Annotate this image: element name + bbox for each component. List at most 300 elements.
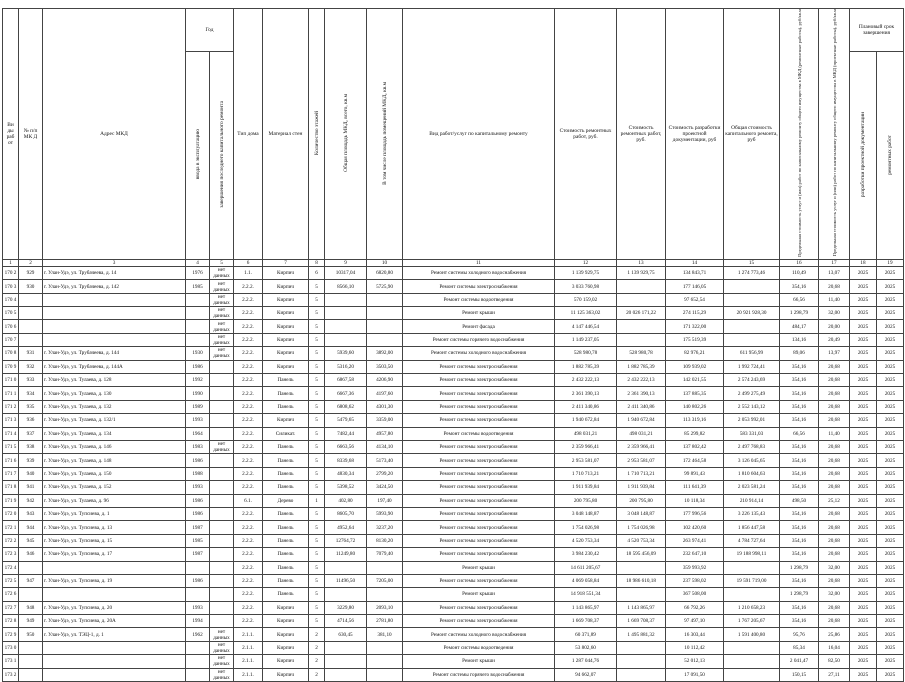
cell-cost-design: 52 012,13 (666, 655, 724, 668)
cell-term-design: 2025 (850, 668, 877, 681)
cell-year-last: нет данных (210, 441, 234, 454)
cell-house-type: 2.2.2. (234, 293, 263, 306)
cell-work-type: Ремонт системы водоотведения (403, 641, 555, 654)
cell-wall-material: Панель (263, 467, 309, 480)
cell-cost-repair-total: 2 411 340,86 (617, 400, 666, 413)
cell-floors: 5 (309, 320, 325, 333)
header-works: Вид работ/услуг по капитальному ремонту (403, 9, 555, 260)
cell-cost-repair-total (617, 561, 666, 574)
cell-area-living: 197,40 (367, 494, 403, 507)
cell-cost-repair-total: 498 031,21 (617, 427, 666, 440)
cell-limit-design: 20,68 (819, 521, 850, 534)
cell-area-total: 4952,64 (325, 521, 367, 534)
cell-cost-total: 1 992 724,41 (724, 360, 780, 373)
table-row (3, 387, 904, 400)
cell-vid: 172 9 (3, 628, 19, 641)
column-number: 8 (309, 259, 325, 266)
cell-area-total: 5479,65 (325, 414, 367, 427)
cell-year-last (210, 615, 234, 628)
cell-cost-repair: 1 754 026,98 (555, 521, 617, 534)
cell-limit-design: 27,11 (819, 668, 850, 681)
cell-vid: 171 7 (3, 467, 19, 480)
cell-mkd-number: 929 (19, 266, 43, 279)
cell-cost-repair: 1 940 672,84 (555, 414, 617, 427)
cell-wall-material: Кирпич (263, 347, 309, 360)
cell-limit-repair: 1 298,79 (780, 307, 819, 320)
cell-cost-design: 237 598,02 (666, 574, 724, 587)
cell-work-type: Ремонт системы электроснабжения (403, 534, 555, 547)
repair-table (2, 8, 904, 682)
cell-floors: 5 (309, 481, 325, 494)
cell-cost-design: 137 802,42 (666, 441, 724, 454)
cell-house-type: 2.2.2. (234, 467, 263, 480)
header-year: Год (186, 9, 234, 52)
cell-cost-design: 113 319,16 (666, 414, 724, 427)
cell-year-last: нет данных (210, 280, 234, 293)
cell-cost-total (724, 641, 780, 654)
cell-wall-material: Кирпич (263, 333, 309, 346)
cell-floors: 2 (309, 641, 325, 654)
table-row (3, 655, 904, 668)
cell-term-repair: 2025 (877, 467, 904, 480)
cell-house-type: 2.2.2. (234, 481, 263, 494)
cell-limit-design: 11,40 (819, 427, 850, 440)
cell-cost-repair-total: 1 882 785,39 (617, 360, 666, 373)
cell-cost-repair-total: 18 595 456,09 (617, 548, 666, 561)
cell-area-living (367, 333, 403, 346)
cell-area-total: 3229,80 (325, 601, 367, 614)
cell-house-type: 2.2.2. (234, 521, 263, 534)
cell-vid: 173 2 (3, 668, 19, 681)
cell-floors: 5 (309, 601, 325, 614)
cell-house-type: 2.2.2. (234, 320, 263, 333)
header-limit-design: Предельная стоимость услуг и (или) работ по капитальному ремонту общего имущества в МКД (проектные работы), руб/кв.м (819, 9, 850, 260)
cell-mkd-number: 933 (19, 374, 43, 387)
cell-year-last (210, 481, 234, 494)
column-number: 7 (263, 259, 309, 266)
cell-cost-repair-total: 2 953 581,07 (617, 454, 666, 467)
cell-mkd-number (19, 561, 43, 574)
cell-cost-design: 140 802,26 (666, 400, 724, 413)
cell-house-type: 1.1. (234, 266, 263, 279)
cell-year-last (210, 548, 234, 561)
cell-mkd-number (19, 320, 43, 333)
cell-cost-total: 19 591 719,00 (724, 574, 780, 587)
cell-work-type: Ремонт системы электроснабжения (403, 615, 555, 628)
cell-address: г. Улан-Удэ, ул. Тупсиева, д. 13 (43, 521, 186, 534)
cell-cost-total: 1 274 773,46 (724, 266, 780, 279)
cell-house-type: 2.2.2. (234, 601, 263, 614)
cell-limit-repair: 354,16 (780, 521, 819, 534)
cell-cost-repair: 1 149 237,05 (555, 333, 617, 346)
cell-cost-design: 142 021,55 (666, 374, 724, 387)
table-row (3, 668, 904, 681)
cell-year-last (210, 561, 234, 574)
cell-year-last: нет данных (210, 655, 234, 668)
cell-year-build: 1987 (186, 521, 210, 534)
cell-year-build: 1986 (186, 494, 210, 507)
cell-limit-repair: 484,17 (780, 320, 819, 333)
cell-term-design: 2025 (850, 481, 877, 494)
cell-year-build (186, 307, 210, 320)
cell-area-total: 12764,72 (325, 534, 367, 547)
cell-mkd-number: 932 (19, 360, 43, 373)
cell-wall-material: Кирпич (263, 655, 309, 668)
cell-work-type: Ремонт системы холодного водоснабжения (403, 347, 555, 360)
cell-floors: 5 (309, 521, 325, 534)
cell-limit-repair: 354,16 (780, 280, 819, 293)
cell-limit-repair: 354,16 (780, 601, 819, 614)
cell-mkd-number: 950 (19, 628, 43, 641)
cell-address (43, 588, 186, 601)
table-row (3, 374, 904, 387)
cell-limit-design: 13,07 (819, 266, 850, 279)
cell-house-type: 2.1.1. (234, 668, 263, 681)
cell-area-living: 3237,20 (367, 521, 403, 534)
column-number: 9 (325, 259, 367, 266)
cell-house-type: 2.2.2. (234, 615, 263, 628)
cell-cost-repair: 4 069 058,84 (555, 574, 617, 587)
cell-cost-design: 232 647,10 (666, 548, 724, 561)
table-row (3, 615, 904, 628)
cell-area-living: 3424,50 (367, 481, 403, 494)
cell-vid: 170 5 (3, 307, 19, 320)
cell-address: г. Улан-Удэ, ул. Тулаева, д. 132 (43, 400, 186, 413)
cell-cost-total: 2 574 243,69 (724, 374, 780, 387)
cell-limit-design: 16,04 (819, 641, 850, 654)
column-number: 10 (367, 259, 403, 266)
table-row (3, 588, 904, 601)
cell-term-repair: 2025 (877, 507, 904, 520)
cell-vid: 172 4 (3, 561, 19, 574)
cell-cost-total: 1 856 447,58 (724, 521, 780, 534)
cell-vid: 171 4 (3, 427, 19, 440)
cell-address: г. Улан-Удэ, ул. ТЭЦ-1, д. 1 (43, 628, 186, 641)
cell-area-living (367, 655, 403, 668)
table-row (3, 548, 904, 561)
cell-cost-total: 3 126 045,65 (724, 454, 780, 467)
cell-cost-repair-total: 1 754 026,98 (617, 521, 666, 534)
table-row (3, 601, 904, 614)
cell-floors: 6 (309, 266, 325, 279)
cell-area-living: 381,10 (367, 628, 403, 641)
cell-cost-total: 2 499 275,49 (724, 387, 780, 400)
cell-cost-repair-total: 200 795,80 (617, 494, 666, 507)
cell-cost-total (724, 668, 780, 681)
cell-year-build (186, 320, 210, 333)
cell-area-total (325, 320, 367, 333)
cell-mkd-number: 942 (19, 494, 43, 507)
cell-area-total: 8605,70 (325, 507, 367, 520)
cell-cost-repair: 2 361 390,13 (555, 387, 617, 400)
cell-vid: 173 1 (3, 655, 19, 668)
cell-floors: 5 (309, 467, 325, 480)
cell-house-type: 2.2.2. (234, 588, 263, 601)
cell-address: г. Улан-Удэ, ул. Тупсиева, д. 20 (43, 601, 186, 614)
cell-work-type: Ремонт системы электроснабжения (403, 454, 555, 467)
cell-mkd-number: 943 (19, 507, 43, 520)
cell-floors: 2 (309, 655, 325, 668)
cell-term-repair: 2025 (877, 534, 904, 547)
cell-limit-repair: 66,56 (780, 427, 819, 440)
table-row (3, 628, 904, 641)
cell-house-type: 6.1. (234, 494, 263, 507)
cell-term-design: 2025 (850, 360, 877, 373)
cell-cost-total: 1 210 658,23 (724, 601, 780, 614)
cell-limit-repair: 134,16 (780, 333, 819, 346)
cell-floors: 5 (309, 387, 325, 400)
cell-area-living: 2781,80 (367, 615, 403, 628)
cell-vid: 172 5 (3, 574, 19, 587)
cell-house-type: 2.2.2. (234, 454, 263, 467)
table-row (3, 360, 904, 373)
cell-cost-design: 171 322,00 (666, 320, 724, 333)
cell-limit-repair: 498,50 (780, 494, 819, 507)
cell-area-living (367, 561, 403, 574)
cell-cost-total: 2 552 143,12 (724, 400, 780, 413)
cell-address: г. Улан-Удэ, ул. Тупсиева, д. 17 (43, 548, 186, 561)
cell-cost-design: 102 420,60 (666, 521, 724, 534)
cell-area-total: 8566,10 (325, 280, 367, 293)
cell-area-total: 5398,52 (325, 481, 367, 494)
cell-term-design: 2025 (850, 534, 877, 547)
cell-limit-design: 20,68 (819, 534, 850, 547)
cell-mkd-number (19, 641, 43, 654)
cell-area-living: 3892,00 (367, 347, 403, 360)
cell-year-last (210, 400, 234, 413)
cell-cost-design: 367 508,00 (666, 588, 724, 601)
cell-work-type: Ремонт системы электроснабжения (403, 387, 555, 400)
cell-work-type: Ремонт системы горячего водоснабжения (403, 333, 555, 346)
cell-year-build: 1986 (186, 454, 210, 467)
cell-year-build: 1989 (186, 400, 210, 413)
cell-cost-repair: 4 147 446,54 (555, 320, 617, 333)
cell-year-last (210, 414, 234, 427)
cell-limit-repair: 354,16 (780, 414, 819, 427)
cell-cost-repair: 3 033 760,98 (555, 280, 617, 293)
cell-area-living: 5725,90 (367, 280, 403, 293)
cell-year-last (210, 534, 234, 547)
cell-term-repair: 2025 (877, 347, 904, 360)
cell-wall-material: Панель (263, 561, 309, 574)
cell-house-type: 2.2.2. (234, 280, 263, 293)
table-row (3, 347, 904, 360)
table-row (3, 507, 904, 520)
cell-area-living: 5173,40 (367, 454, 403, 467)
cell-limit-repair: 150,15 (780, 668, 819, 681)
cell-term-repair: 2025 (877, 266, 904, 279)
cell-cost-repair-total: 18 986 610,18 (617, 574, 666, 587)
cell-vid: 171 9 (3, 494, 19, 507)
cell-mkd-number: 936 (19, 414, 43, 427)
cell-cost-design: 177 996,56 (666, 507, 724, 520)
cell-limit-design: 20,68 (819, 507, 850, 520)
cell-term-design: 2025 (850, 615, 877, 628)
cell-house-type: 2.2.2. (234, 374, 263, 387)
cell-mkd-number (19, 333, 43, 346)
cell-cost-total: 583 331,03 (724, 427, 780, 440)
cell-cost-repair-total (617, 655, 666, 668)
cell-area-living (367, 307, 403, 320)
column-number: 15 (724, 259, 780, 266)
cell-limit-design: 20,68 (819, 414, 850, 427)
table-row (3, 307, 904, 320)
cell-cost-repair-total (617, 668, 666, 681)
cell-cost-total: 3 226 135,43 (724, 507, 780, 520)
cell-cost-repair: 2 953 581,07 (555, 454, 617, 467)
cell-wall-material: Панель (263, 441, 309, 454)
cell-cost-design: 134 843,71 (666, 266, 724, 279)
cell-cost-repair: 1 287 044,76 (555, 655, 617, 668)
cell-cost-repair: 14 611 205,67 (555, 561, 617, 574)
cell-work-type: Ремонт системы электроснабжения (403, 414, 555, 427)
cell-vid: 172 6 (3, 588, 19, 601)
cell-mkd-number: 944 (19, 521, 43, 534)
cell-year-last (210, 601, 234, 614)
cell-cost-design: 66 792,26 (666, 601, 724, 614)
cell-limit-repair: 1 298,79 (780, 588, 819, 601)
cell-term-design: 2025 (850, 414, 877, 427)
cell-area-total (325, 588, 367, 601)
cell-mkd-number (19, 655, 43, 668)
cell-year-last (210, 588, 234, 601)
cell-cost-total (724, 280, 780, 293)
cell-year-last: нет данных (210, 266, 234, 279)
column-number: 1 (3, 259, 19, 266)
cell-vid: 171 6 (3, 454, 19, 467)
cell-house-type: 2.2.2. (234, 400, 263, 413)
cell-wall-material: Кирпич (263, 280, 309, 293)
cell-floors: 2 (309, 668, 325, 681)
cell-cost-repair: 1 882 785,39 (555, 360, 617, 373)
cell-cost-repair-total: 528 980,78 (617, 347, 666, 360)
cell-limit-repair: 354,16 (780, 574, 819, 587)
cell-cost-repair: 2 432 222,13 (555, 374, 617, 387)
cell-wall-material: Кирпич (263, 668, 309, 681)
header-address: Адрес МКД (43, 9, 186, 260)
cell-term-repair: 2025 (877, 414, 904, 427)
cell-wall-material: Силикат. (263, 427, 309, 440)
cell-cost-repair: 1 143 865,97 (555, 601, 617, 614)
cell-cost-repair: 200 795,80 (555, 494, 617, 507)
cell-limit-repair: 66,56 (780, 293, 819, 306)
cell-term-design: 2025 (850, 507, 877, 520)
cell-area-total (325, 668, 367, 681)
cell-limit-design: 20,00 (819, 320, 850, 333)
cell-limit-repair: 354,16 (780, 360, 819, 373)
cell-limit-design: 32,00 (819, 588, 850, 601)
table-row (3, 427, 904, 440)
cell-area-total (325, 293, 367, 306)
cell-term-design: 2025 (850, 641, 877, 654)
cell-limit-design: 20,68 (819, 441, 850, 454)
cell-cost-repair-total: 2 359 966,41 (617, 441, 666, 454)
cell-work-type: Ремонт крыши (403, 561, 555, 574)
cell-limit-design: 20,68 (819, 400, 850, 413)
column-number: 6 (234, 259, 263, 266)
cell-year-last (210, 374, 234, 387)
cell-term-repair: 2025 (877, 548, 904, 561)
cell-area-total: 10317,04 (325, 266, 367, 279)
column-number: 14 (666, 259, 724, 266)
cell-area-total: 11496,50 (325, 574, 367, 587)
column-number: 5 (210, 259, 234, 266)
cell-work-type: Ремонт системы электроснабжения (403, 548, 555, 561)
cell-work-type: Ремонт системы горячего водоснабжения (403, 668, 555, 681)
cell-floors: 5 (309, 454, 325, 467)
cell-house-type: 2.2.2. (234, 347, 263, 360)
cell-term-repair: 2025 (877, 320, 904, 333)
cell-cost-repair-total: 1 911 939,84 (617, 481, 666, 494)
cell-term-repair: 2025 (877, 574, 904, 587)
cell-area-total (325, 641, 367, 654)
column-numbers-row (3, 259, 904, 266)
cell-term-repair: 2025 (877, 387, 904, 400)
cell-area-total: 6867,58 (325, 374, 367, 387)
cell-term-repair: 2025 (877, 521, 904, 534)
cell-year-build: 1992 (186, 374, 210, 387)
cell-area-living: 4134,10 (367, 441, 403, 454)
cell-term-design: 2025 (850, 400, 877, 413)
cell-limit-repair: 354,16 (780, 374, 819, 387)
cell-address (43, 668, 186, 681)
cell-floors: 5 (309, 307, 325, 320)
cell-cost-total (724, 333, 780, 346)
cell-term-design: 2025 (850, 441, 877, 454)
cell-area-living: 4206,90 (367, 374, 403, 387)
cell-limit-repair: 354,16 (780, 441, 819, 454)
cell-vid: 170 2 (3, 266, 19, 279)
cell-area-living (367, 320, 403, 333)
cell-cost-total: 19 188 998,11 (724, 548, 780, 561)
cell-address: г. Улан-Удэ, ул. Тулаева, д. 130 (43, 387, 186, 400)
cell-address: г. Улан-Удэ, ул. Тулаева, д. 96 (43, 494, 186, 507)
cell-year-build: 1994 (186, 615, 210, 628)
cell-mkd-number: 935 (19, 400, 43, 413)
cell-cost-design: 17 091,50 (666, 668, 724, 681)
cell-address (43, 655, 186, 668)
cell-address: г. Улан-Удэ, ул. Тупсиева, д. 1 (43, 507, 186, 520)
cell-house-type: 2.2.2. (234, 387, 263, 400)
cell-limit-design: 20,68 (819, 548, 850, 561)
cell-term-design: 2025 (850, 601, 877, 614)
cell-area-living: 7079,40 (367, 548, 403, 561)
cell-floors: 5 (309, 333, 325, 346)
cell-year-build: 1983 (186, 441, 210, 454)
cell-address: г. Улан-Удэ, ул. Тулаева, д. 132/1 (43, 414, 186, 427)
cell-term-repair: 2025 (877, 615, 904, 628)
cell-limit-repair: 354,16 (780, 400, 819, 413)
cell-address (43, 320, 186, 333)
cell-cost-repair: 498 031,21 (555, 427, 617, 440)
cell-work-type: Ремонт системы холодного водоснабжения (403, 266, 555, 279)
document-page (2, 8, 903, 682)
cell-cost-total (724, 293, 780, 306)
cell-house-type: 2.2.2. (234, 307, 263, 320)
cell-mkd-number: 947 (19, 574, 43, 587)
cell-vid: 170 9 (3, 360, 19, 373)
cell-floors: 5 (309, 548, 325, 561)
cell-cost-total: 2 497 768,83 (724, 441, 780, 454)
cell-area-living (367, 668, 403, 681)
cell-floors: 5 (309, 374, 325, 387)
header-term: Плановый срок завершения (850, 9, 904, 52)
cell-year-last (210, 494, 234, 507)
column-number: 2 (19, 259, 43, 266)
cell-area-living: 6820,80 (367, 266, 403, 279)
table-row (3, 561, 904, 574)
header-cost-total: Общая стоимость капитального ремонта, руб (724, 9, 780, 260)
